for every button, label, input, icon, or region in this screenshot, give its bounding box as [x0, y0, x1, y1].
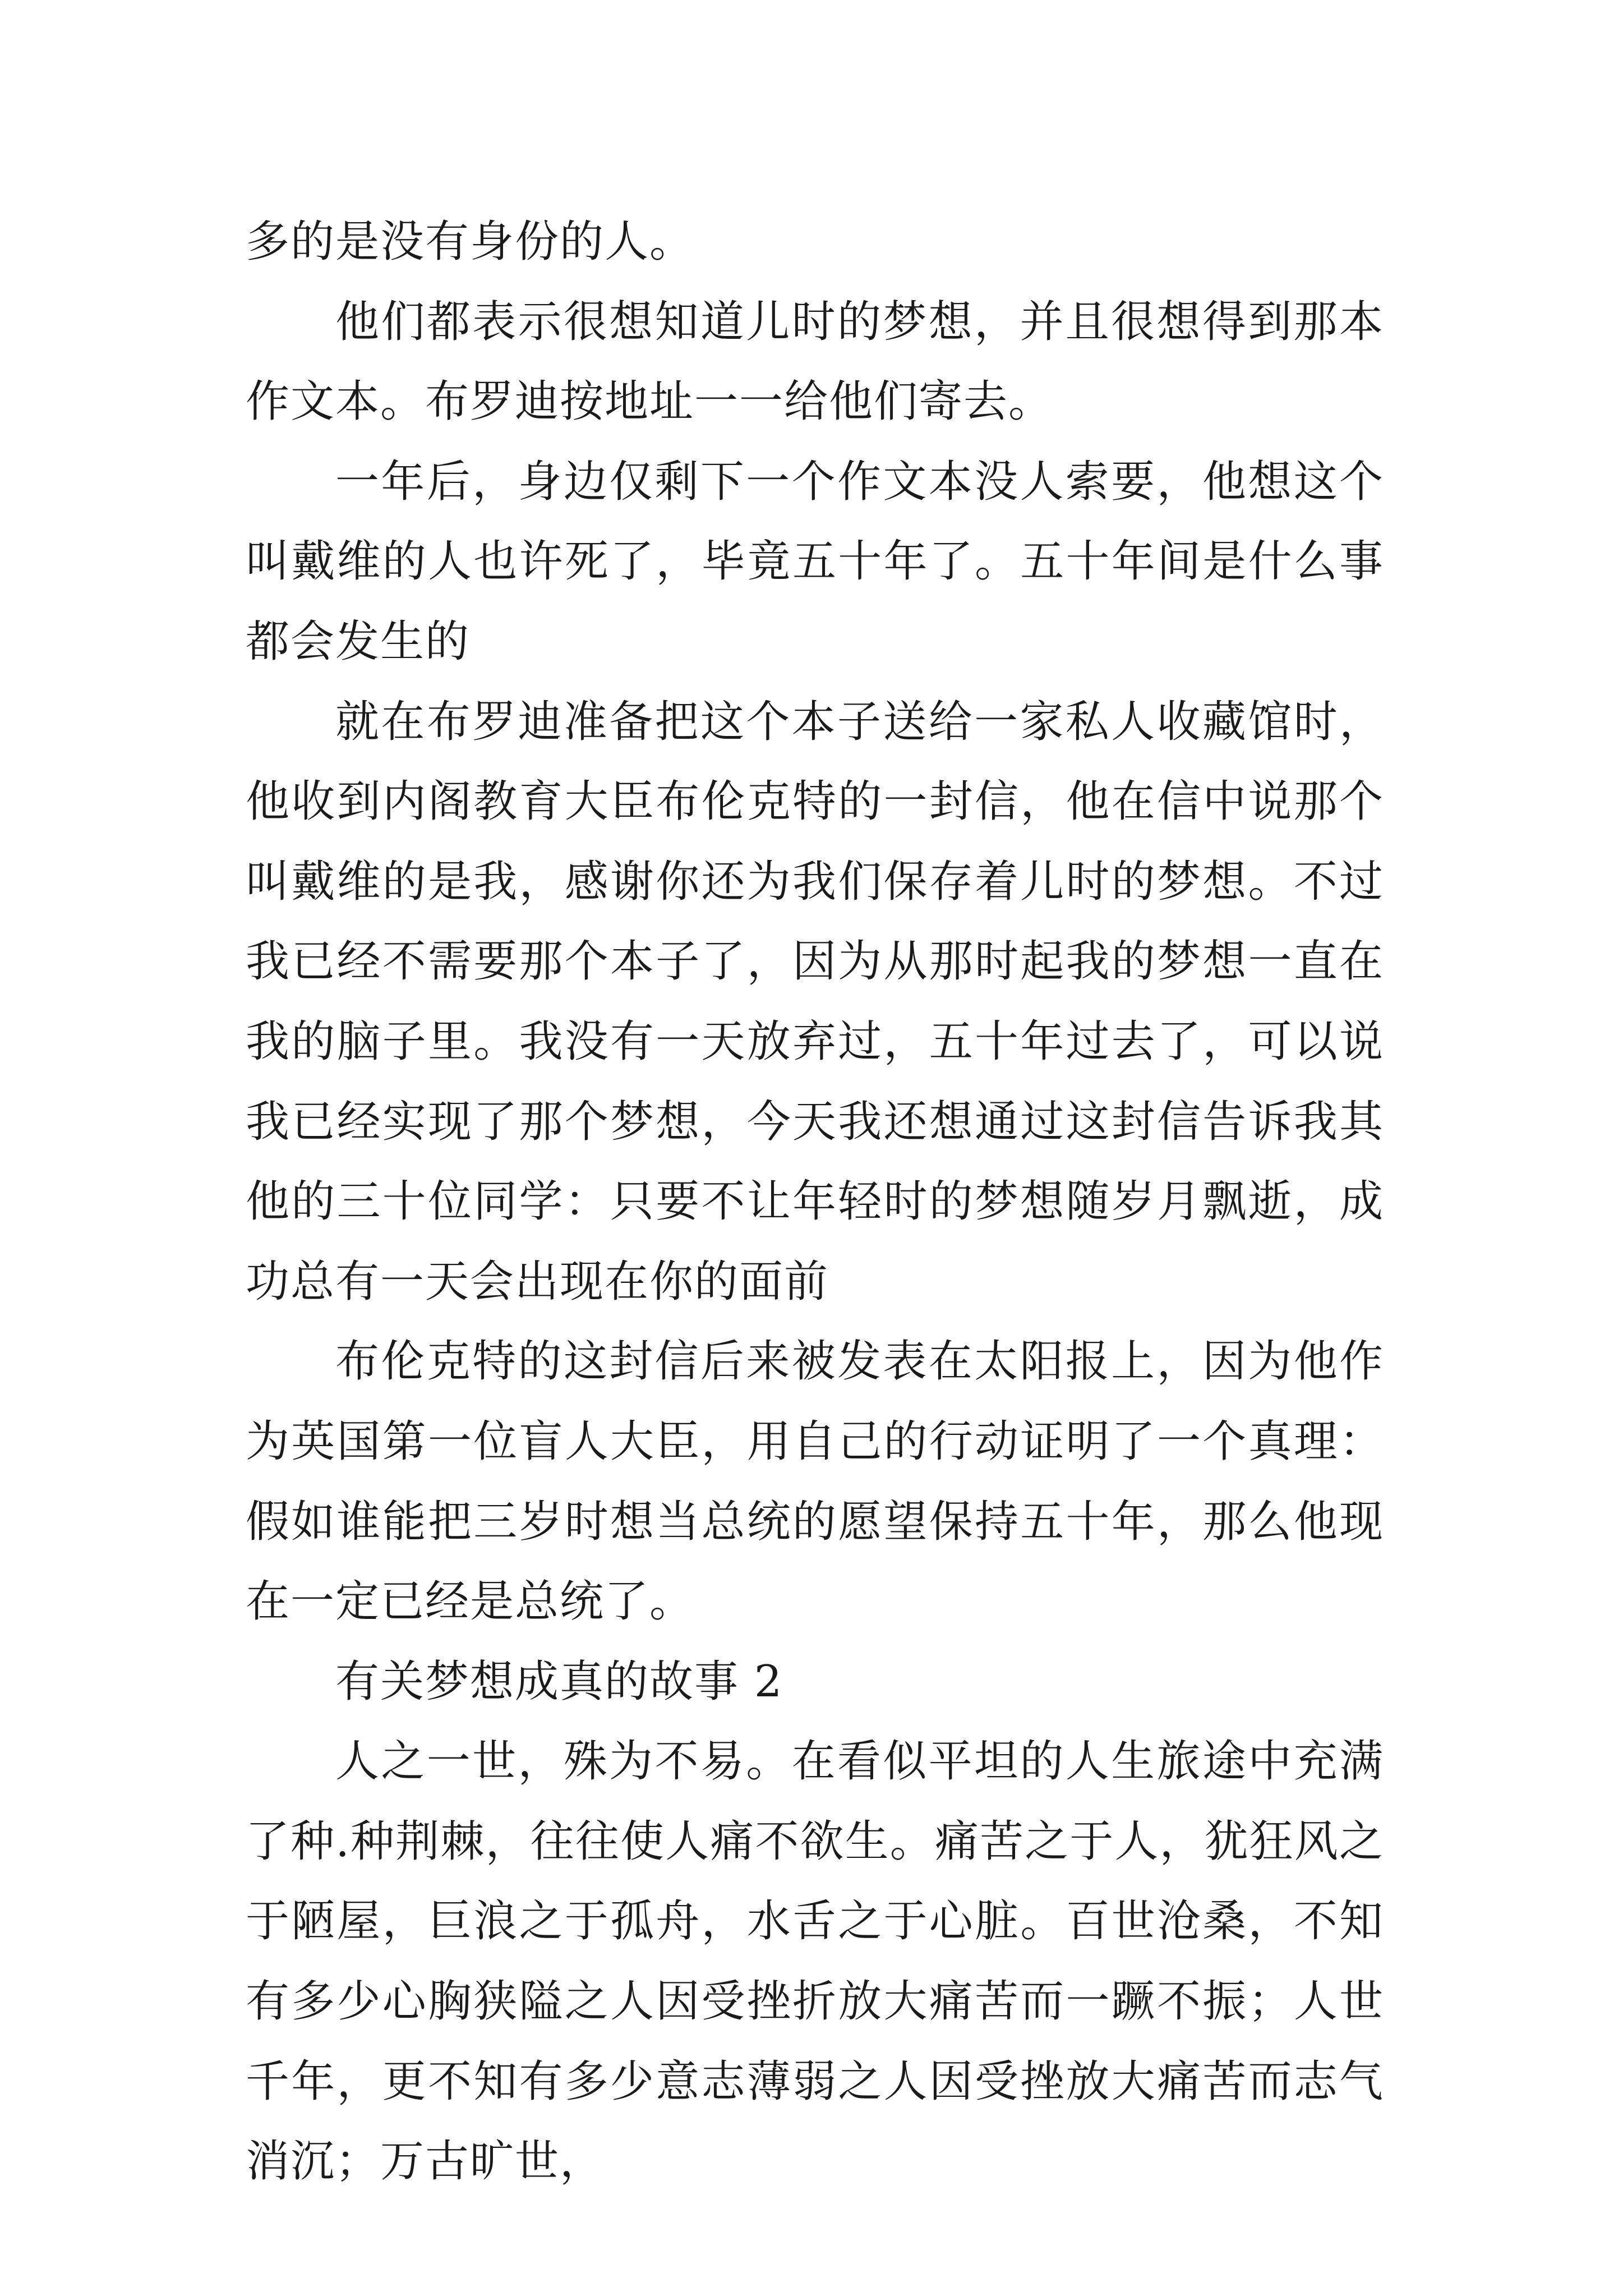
- paragraph: 人之一世，殊为不易。在看似平坦的人生旅途中充满了种.种荆棘，往往使人痛不欲生。痛苦之于人，犹狂风之于陋屋，巨浪之于孤舟，水舌之于心脏。百世沧桑，不知有多少心胸狭隘之人因受挫折放大痛苦而一蹶不振；人世千年，更不知有多少意志薄弱之人因受挫放大痛苦而志气消沉；万古旷世，: [246, 1736, 1384, 2187]
- paragraph: 一年后，身边仅剩下一个作文本没人索要，他想这个叫戴维的人也许死了，毕竟五十年了。五十年间是什么事都会发生的: [246, 456, 1384, 667]
- section-heading: 有关梦想成真的故事 2: [335, 1656, 783, 1707]
- paragraph-continuation: 多的是没有身份的人。: [246, 217, 695, 267]
- paragraph: 就在布罗迪准备把这个本子送给一家私人收藏馆时，他收到内阁教育大臣布伦克特的一封信，他在信中说那个叫戴维的是我，感谢你还为我们保存着儿时的梦想。不过我已经不需要那个本子了，因为从那时起我的梦想一直在我的脑子里。我没有一天放弃过，五十年过去了，可以说我已经实现了那个梦想，今天我还想通过这封信告诉我其他的三十位同学：只要不让年轻时的梦想随岁月飘逝，成功总有一天会出现在你的面前: [246, 696, 1384, 1307]
- paragraph: 布伦克特的这封信后来被发表在太阳报上，因为他作为英国第一位盲人大臣，用自己的行动证明了一个真理：假如谁能把三岁时想当总统的愿望保持五十年，那么他现在一定已经是总统了。: [246, 1336, 1384, 1627]
- paragraph: 他们都表示很想知道儿时的梦想，并且很想得到那本作文本。布罗迪按地址一一给他们寄去。: [246, 296, 1384, 427]
- document-body: [246, 202, 1384, 2202]
